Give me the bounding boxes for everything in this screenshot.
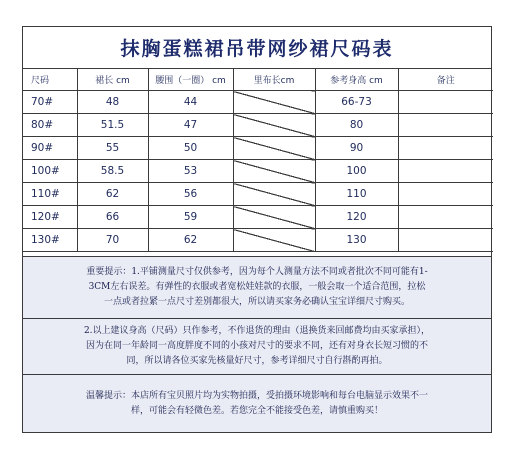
cell-height: 100 xyxy=(315,160,398,183)
note-line: 2.以上建议身高（尺码）只作参考，不作退货的理由（退换货来回邮费均由买家承担）， xyxy=(83,326,431,336)
cell-length: 58.5 xyxy=(77,160,148,183)
note-line: 重要提示：1.平铺测量尺寸仅供参考，因为每个人测量方法不同或者批次不同可能有1- xyxy=(86,267,428,277)
table-row xyxy=(23,206,493,229)
cell-height: 90 xyxy=(315,137,398,160)
cell-lining xyxy=(233,206,315,229)
cell-waist: 62 xyxy=(148,229,233,252)
cell-waist: 44 xyxy=(148,91,233,114)
cell-lining xyxy=(233,114,315,137)
cell-remark xyxy=(398,229,493,252)
cell-length: 48 xyxy=(77,91,148,114)
note-line: 3CM左右误差。有弹性的衣服或者宽松娃娃款的衣服，一般会取一个适合范围，拉松 xyxy=(88,282,426,292)
cell-size: 100# xyxy=(23,160,77,183)
header-remark: 备注 xyxy=(398,69,493,91)
important-note xyxy=(23,256,491,318)
cell-length: 51.5 xyxy=(77,114,148,137)
note-line: 因为在同一年龄同一高度胖度不同的小孩对尺寸的要求不同，还有对身衣长短习惯的不 xyxy=(85,341,428,351)
cell-remark xyxy=(398,206,493,229)
cell-remark xyxy=(398,137,493,160)
header-lining: 里布长cm xyxy=(233,69,315,91)
table-header-row xyxy=(23,69,493,91)
cell-waist: 53 xyxy=(148,160,233,183)
table-row xyxy=(23,229,493,252)
cell-height: 66-73 xyxy=(315,91,398,114)
note-line: 温馨提示：本店所有宝贝照片均为实物拍摄，受拍摄环境影响和每台电脑显示效果不一 xyxy=(85,390,428,401)
height-reference-note xyxy=(23,318,491,374)
cell-length: 66 xyxy=(77,206,148,229)
cell-length: 55 xyxy=(77,137,148,160)
size-chart xyxy=(22,26,492,433)
cell-size: 90# xyxy=(23,137,77,160)
chart-title: 抹胸蛋糕裙吊带网纱裙尺码表 xyxy=(23,27,491,69)
header-height: 参考身高 cm xyxy=(315,69,398,91)
cell-size: 130# xyxy=(23,229,77,252)
table-row xyxy=(23,160,493,183)
cell-size: 70# xyxy=(23,91,77,114)
cell-waist: 47 xyxy=(148,114,233,137)
cell-size: 120# xyxy=(23,206,77,229)
cell-remark xyxy=(398,160,493,183)
size-table xyxy=(23,69,493,252)
cell-remark xyxy=(398,91,493,114)
cell-height: 120 xyxy=(315,206,398,229)
table-row xyxy=(23,183,493,206)
cell-remark xyxy=(398,114,493,137)
cell-size: 110# xyxy=(23,183,77,206)
note-line: 样，可能会有轻微色差。若您完全不能接受色差，请慎重购买！ xyxy=(130,405,383,416)
cell-height: 110 xyxy=(315,183,398,206)
cell-remark xyxy=(398,183,493,206)
cell-waist: 50 xyxy=(148,137,233,160)
cell-lining xyxy=(233,183,315,206)
table-row xyxy=(23,114,493,137)
cell-waist: 56 xyxy=(148,183,233,206)
table-row xyxy=(23,91,493,114)
note-line: 同，所以请各位买家先核量好尺寸，参考详细尺寸自行斟酌再拍。 xyxy=(126,356,388,366)
cell-lining xyxy=(233,91,315,114)
note-line: 一点或者拉紧一点尺寸差别都很大，所以请买家务必确认宝宝详细尺寸购买。 xyxy=(103,297,410,307)
cell-height: 80 xyxy=(315,114,398,137)
cell-lining xyxy=(233,160,315,183)
cell-length: 70 xyxy=(77,229,148,252)
header-length: 裙长 cm xyxy=(77,69,148,91)
header-waist: 腰围（一圈） cm xyxy=(148,69,233,91)
cell-length: 62 xyxy=(77,183,148,206)
cell-waist: 59 xyxy=(148,206,233,229)
cell-lining xyxy=(233,229,315,252)
color-difference-note xyxy=(23,374,491,432)
table-row xyxy=(23,137,493,160)
header-size: 尺码 xyxy=(23,69,77,91)
cell-lining xyxy=(233,137,315,160)
cell-height: 130 xyxy=(315,229,398,252)
cell-size: 80# xyxy=(23,114,77,137)
